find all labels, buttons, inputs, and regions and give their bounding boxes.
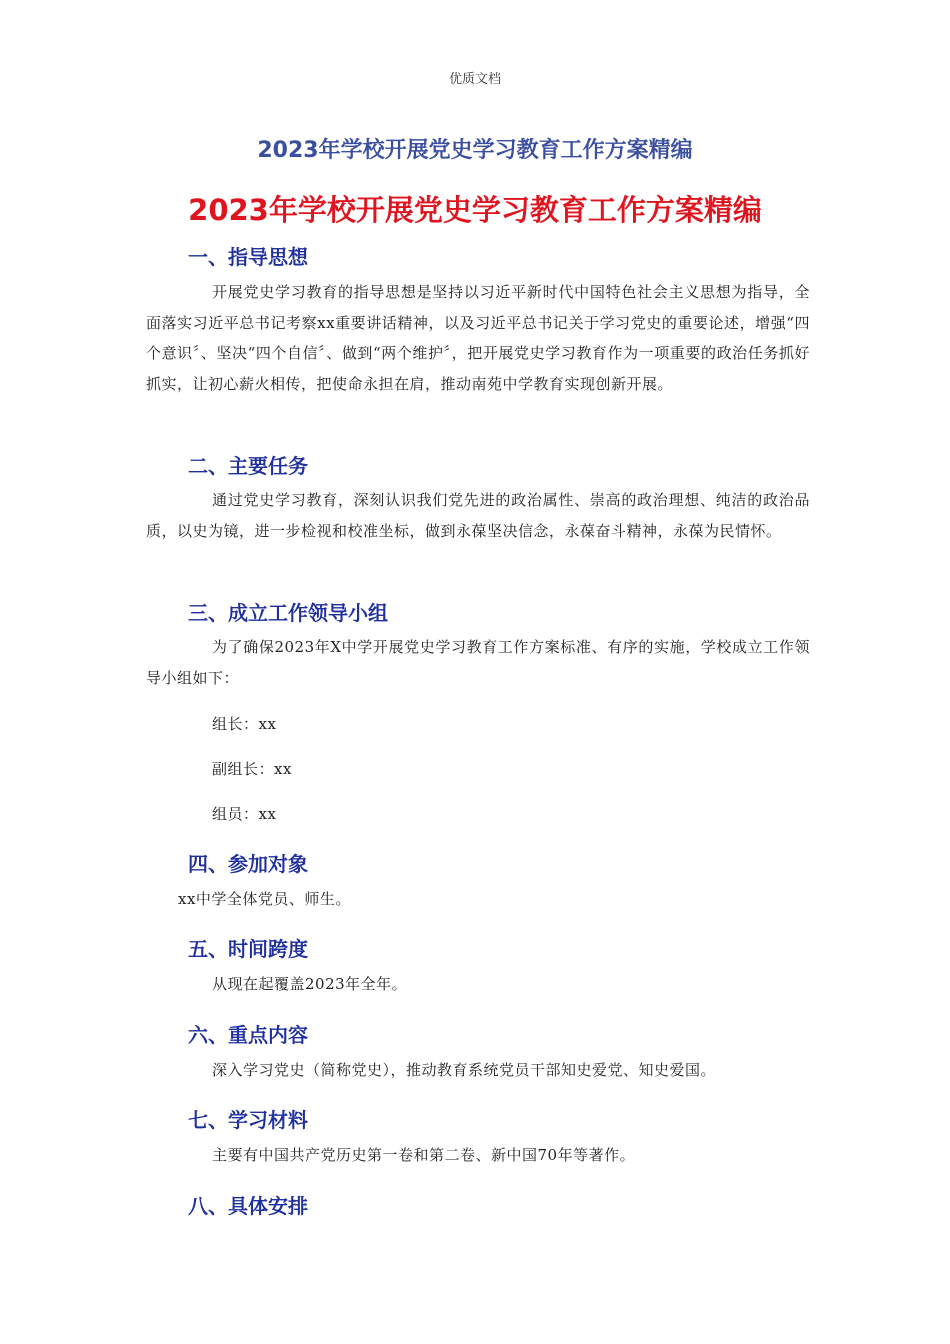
section-text-study-materials: 主要有中国共产党历史第一卷和第二卷、新中国70年等著作。: [212, 1146, 636, 1164]
section-heading-leading-group: 三、成立工作领导小组: [188, 601, 388, 625]
section-text-time-span: 从现在起覆盖2023年全年。: [212, 975, 408, 993]
page-header-label: 优质文档: [448, 72, 501, 87]
section-heading-participants: 四、参加对象: [188, 852, 308, 876]
group-leader: 组长：xx: [212, 715, 277, 733]
section-heading-study-materials: 七、学习材料: [188, 1108, 308, 1132]
group-deputy-leader: 副组长：xx: [212, 760, 292, 778]
section-text-participants: xx中学全体党员、师生。: [178, 890, 351, 908]
section-text-key-content: 深入学习党史（简称党史），推动教育系统党员干部知史爱党、知史爱国。: [212, 1061, 717, 1079]
section-heading-key-content: 六、重点内容: [188, 1023, 308, 1047]
section-text-main-tasks: 通过党史学习教育，深刻认识我们党先进的政治属性、崇高的政治理想、纯洁的政治品质，以史为镜，进一步检视和校准坐标，做到永葆坚决信念，永葆奋斗精神，永葆为民情怀。: [146, 491, 810, 540]
section-text-leading-group: 为了确保2023年X中学开展党史学习教育工作方案标准、有序的实施，学校成立工作领导小组如下：: [146, 638, 810, 687]
document-title-blue: 2023年学校开展党史学习教育工作方案精编: [257, 138, 693, 163]
document-title-red: 2023年学校开展党史学习教育工作方案精编: [188, 193, 762, 227]
section-heading-guiding-ideology: 一、指导思想: [188, 245, 308, 269]
section-text-guiding-ideology: 开展党史学习教育的指导思想是坚持以习近平新时代中国特色社会主义思想为指导，全面落实习近平总书记考察xx重要讲话精神，以及习近平总书记关于学习党史的重要论述，增强“四个意识〞、坚决“四个自信〞、做到“两个维护〞，把开展党史学习教育作为一项重要的政治任务抓好抓实，让初心薪火相传，把使命永担在肩，推动南苑中学教育实现创新开展。: [146, 283, 810, 393]
group-members: 组员：xx: [212, 805, 277, 823]
section-heading-specific-arrangements: 八、具体安排: [188, 1194, 308, 1218]
section-heading-main-tasks: 二、主要任务: [188, 454, 308, 478]
section-heading-time-span: 五、时间跨度: [188, 937, 308, 961]
